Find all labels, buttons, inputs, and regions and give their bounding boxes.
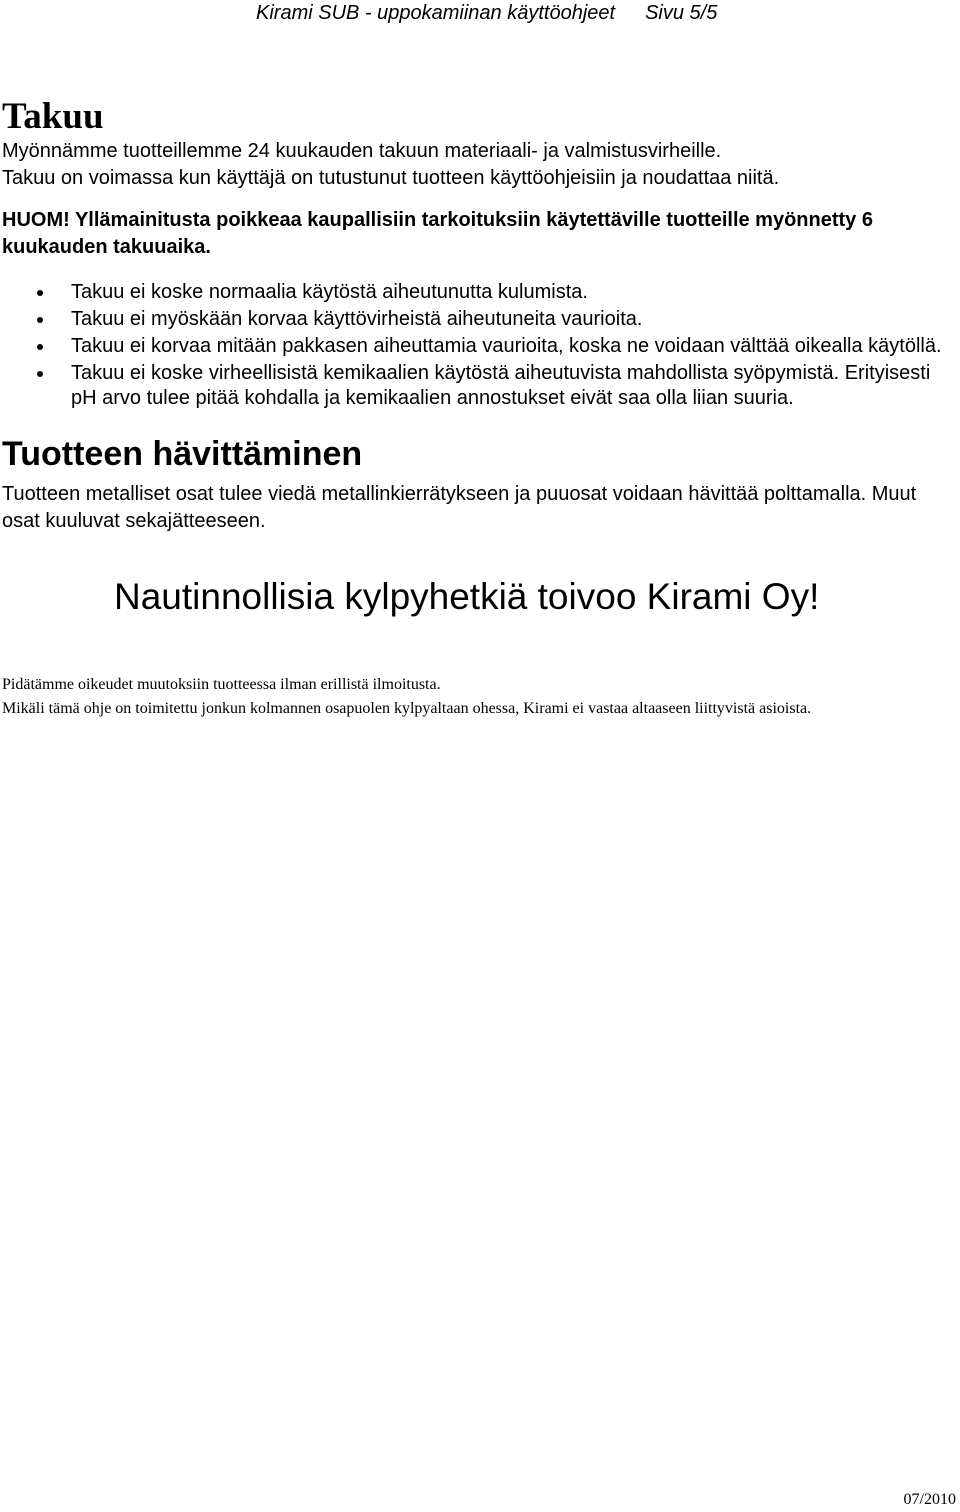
- footnote-changes: Pidätämme oikeudet muutoksiin tuotteessa ilman erillistä ilmoitusta.: [2, 676, 441, 693]
- list-item: [2, 307, 952, 332]
- bullet-icon: [37, 317, 43, 323]
- disposal-text: Tuotteen metalliset osat tulee viedä metallinkierrätykseen ja puuosat voidaan hävittää polttamalla. Muut osat kuuluvat sekajätteeseen.: [2, 483, 917, 532]
- closing-message: Nautinnollisia kylpyhetkiä toivoo Kirami Oy!: [114, 576, 820, 617]
- list-item: [2, 334, 952, 359]
- footnote-third-party: Mikäli tämä ohje on toimitettu jonkun kolmannen osapuolen kylpyaltaan ohessa, Kirami ei vastaa altaaseen liittyvistä asioista.: [2, 700, 812, 717]
- warranty-line-2: Takuu on voimassa kun käyttäjä on tutustunut tuotteen käyttöohjeisiin ja noudattaa niitä.: [2, 167, 780, 189]
- warranty-notice: HUOM! Yllämainitusta poikkeaa kaupallisiin tarkoituksiin käytettäville tuotteille myönnetty 6 kuukauden takuuaika.: [2, 209, 873, 258]
- list-item-text: Takuu ei koske virheellisistä kemikaalien käytöstä aiheutuvista mahdollista syöpymistä. Erityisesti pH arvo tulee pitää kohdalla ja kemikaalien annostukset eivät saa olla liian suuria.: [71, 362, 931, 409]
- page-number: Sivu 5/5: [645, 2, 718, 24]
- list-item: [2, 361, 952, 411]
- disposal-heading: Tuotteen hävittäminen: [2, 435, 363, 473]
- bullet-icon: [37, 290, 43, 296]
- bullet-icon: [37, 344, 43, 350]
- document-date: 07/2010: [903, 1491, 956, 1508]
- page-header: [256, 0, 717, 26]
- warranty-exclusions-list: [2, 280, 952, 411]
- list-item: [2, 280, 952, 305]
- list-item-text: Takuu ei korvaa mitään pakkasen aiheuttamia vaurioita, koska ne voidaan välttää oikealla käytöllä.: [71, 335, 942, 357]
- document-title: Kirami SUB - uppokamiinan käyttöohjeet: [256, 2, 616, 24]
- bullet-icon: [37, 371, 43, 377]
- list-item-text: Takuu ei myöskään korvaa käyttövirheistä aiheutuneita vaurioita.: [71, 308, 643, 330]
- warranty-heading: Takuu: [2, 96, 104, 137]
- document-body: [2, 96, 952, 721]
- list-item-text: Takuu ei koske normaalia käytöstä aiheutunutta kulumista.: [71, 281, 588, 303]
- warranty-line-1: Myönnämme tuotteillemme 24 kuukauden takuun materiaali- ja valmistusvirheille.: [2, 140, 722, 162]
- footnotes: [2, 673, 952, 721]
